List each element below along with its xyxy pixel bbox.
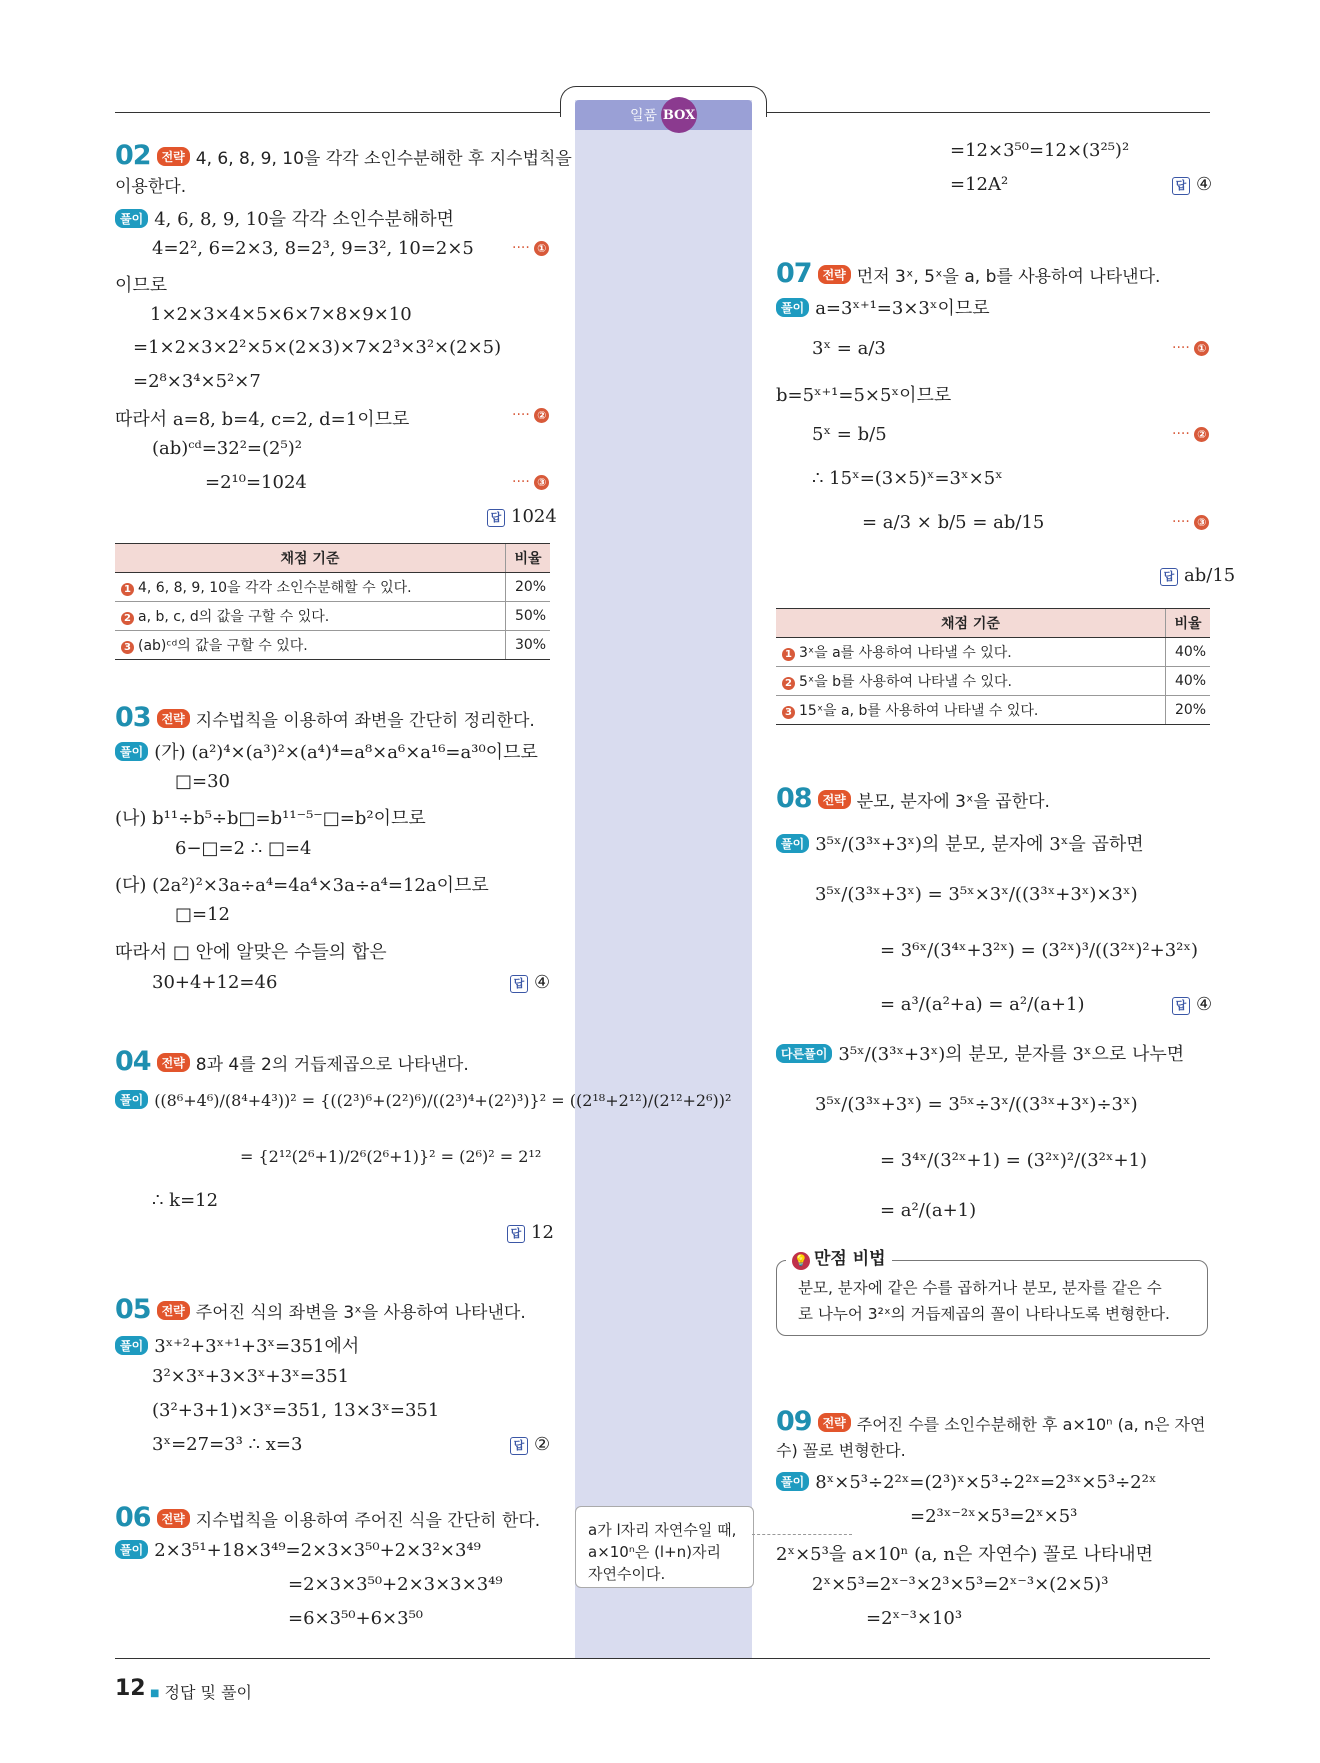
step-marker-1: ···· ①: [512, 240, 549, 256]
solution-line: = a²/(a+1): [880, 1200, 977, 1221]
grading-table-02: [115, 543, 550, 660]
solution-line: 5ˣ = b/5: [812, 424, 887, 445]
box-label-2: BOX: [661, 97, 697, 133]
table-header-criteria: 채점 기준: [115, 544, 506, 573]
solution-line: 4=2², 6=2×3, 8=2³, 9=3², 10=2×5: [152, 238, 474, 259]
solution-line: 풀이 (가) (a²)⁴×(a³)²×(a⁴)⁴=a⁸×a⁶×a¹⁶=a³⁰이므로: [115, 738, 538, 764]
step-marker-1: ···· ①: [1172, 340, 1209, 356]
answer-05: 답 ②: [510, 1434, 550, 1455]
solution-line: 3⁵ˣ/(3³ˣ+3ˣ) = 3⁵ˣ÷3ˣ/((3³ˣ+3ˣ)÷3ˣ): [815, 1094, 1138, 1115]
header-rule-right: [760, 112, 1210, 113]
step-marker-2: ···· ②: [1172, 426, 1209, 442]
solution-line: 풀이 a=3ˣ⁺¹=3×3ˣ이므로: [776, 294, 990, 320]
solution-line: = 3⁶ˣ/(3⁴ˣ+3²ˣ) = (3²ˣ)³/((3²ˣ)²+3²ˣ): [880, 940, 1199, 961]
solution-line: 풀이 8ˣ×5³÷2²ˣ=(2³)ˣ×5³÷2²ˣ=2³ˣ×5³÷2²ˣ: [776, 1472, 1156, 1493]
problem-06-heading: 06 전략 지수법칙을 이용하여 주어진 식을 간단히 한다.: [115, 1502, 541, 1533]
solution-line: =2×3×3⁵⁰+2×3×3×3⁴⁹: [288, 1574, 503, 1595]
page-number: 12: [115, 1676, 146, 1701]
strategy-tag: 전략: [157, 147, 190, 166]
box-header: [575, 100, 752, 130]
side-note-connector: [752, 1534, 852, 1535]
solution-line: = a³/(a²+a) = a²/(a+1): [880, 994, 1085, 1015]
grading-table-07: 채점 기준 비율 1 3ˣ을 a를 사용하여 나타낼 수 있다. 40% 2 5ˣ을 b를 사용하여 나타낼 수 있다. 40% 3 15ˣ을 a, b를 사용하여 나타낼 수 있다. 20%: [776, 608, 1210, 725]
problem-07-heading: 07 전략 먼저 3ˣ, 5ˣ을 a, b를 사용하여 나타낸다.: [776, 258, 1161, 289]
strategy-text: 4, 6, 8, 9, 10을 각각 소인수분해한 후 지수법칙을: [195, 149, 572, 169]
table-row: 3 15ˣ을 a, b를 사용하여 나타낼 수 있다. 20%: [776, 696, 1210, 725]
answer-08: 답 ④: [1172, 994, 1212, 1015]
solution-line: 2ˣ×5³=2ˣ⁻³×2³×5³=2ˣ⁻³×(2×5)³: [812, 1574, 1109, 1595]
lightbulb-icon: 💡: [792, 1252, 810, 1270]
step-marker-2: ···· ②: [512, 407, 549, 423]
solution-line: (다) (2a²)²×3a÷a⁴=4a⁴×3a÷a⁴=12a이므로: [115, 875, 489, 896]
answer-02: 답 1024: [487, 506, 557, 527]
solution-line: (ab)ᶜᵈ=32²=(2⁵)²: [152, 438, 302, 459]
problem-04-heading: 04 전략 8과 4를 2의 거듭제곱으로 나타낸다.: [115, 1046, 469, 1077]
step-marker-3: ···· ③: [1172, 514, 1209, 530]
solution-line: ∴ 15ˣ=(3×5)ˣ=3ˣ×5ˣ: [812, 468, 1003, 489]
problem-number: 02: [115, 140, 151, 171]
table-row: 3 (ab)ᶜᵈ의 값을 구할 수 있다. 30%: [115, 631, 550, 660]
solution-line: 풀이 3ˣ⁺²+3ˣ⁺¹+3ˣ=351에서: [115, 1332, 359, 1358]
solution-line: 1×2×3×4×5×6×7×8×9×10: [150, 304, 412, 325]
tip-box: [776, 1260, 1208, 1336]
answer-07: 답 ab/15: [1160, 565, 1235, 586]
solution-line: =12×3⁵⁰=12×(3²⁵)²: [950, 140, 1130, 161]
strategy-text-cont: 이용한다.: [115, 177, 187, 197]
solution-line: =1×2×3×2²×5×(2×3)×7×2³×3²×(2×5): [133, 337, 502, 358]
solution-line: =2ˣ⁻³×10³: [866, 1608, 963, 1629]
box-column: [575, 100, 752, 1658]
table-row: 1 3ˣ을 a를 사용하여 나타낼 수 있다. 40%: [776, 638, 1210, 667]
solution-line: 풀이 ((8⁶+4⁶)/(8⁴+4³))² = {((2³)⁶+(2²)⁶)/((2³)⁴+(2²)³)}² = ((2¹⁸+2¹²)/(2¹²+2⁶))²: [115, 1090, 731, 1110]
solution-line: = a/3 × b/5 = ab/15: [862, 512, 1045, 533]
solution-line: 6−□=2 ∴ □=4: [175, 838, 312, 859]
strategy-text-cont: 수) 꼴로 변형한다.: [776, 1441, 906, 1460]
solution-line: =2¹⁰=1024: [205, 472, 307, 493]
footer-rule: [115, 1658, 1210, 1659]
side-note-line: a가 l자리 자연수일 때,: [588, 1521, 737, 1539]
solution-line: 3²×3ˣ+3×3ˣ+3ˣ=351: [152, 1366, 350, 1387]
side-note-line: 자연수이다.: [588, 1565, 666, 1583]
solution-line: 2ˣ×5³을 a×10ⁿ (a, n은 자연수) 꼴로 나타내면: [776, 1544, 1154, 1565]
box-label-1: 일품: [629, 108, 658, 124]
problem-09-heading: 09 전략 주어진 수를 소인수분해한 후 a×10ⁿ (a, n은 자연: [776, 1406, 1206, 1437]
solution-tag: 풀이: [115, 209, 148, 228]
answer-06: 답 ④: [1172, 174, 1212, 195]
step-marker-3: ···· ③: [512, 474, 549, 490]
solution-line: (3²+3+1)×3ˣ=351, 13×3ˣ=351: [152, 1400, 440, 1421]
alt-solution-tag: 다른풀이: [776, 1044, 832, 1063]
tip-title: 💡 만점 비법: [786, 1244, 892, 1270]
solution-line: = 3⁴ˣ/(3²ˣ+1) = (3²ˣ)²/(3²ˣ+1): [880, 1150, 1148, 1171]
footer-label: ■ 정답 및 풀이: [150, 1683, 252, 1702]
header-rule-left: [115, 112, 565, 113]
alt-solution-line: 다른풀이 3⁵ˣ/(3³ˣ+3ˣ)의 분모, 분자를 3ˣ으로 나누면: [776, 1040, 1184, 1066]
problem-08-heading: 08 전략 분모, 분자에 3ˣ을 곱한다.: [776, 783, 1050, 814]
problem-05-heading: 05 전략 주어진 식의 좌변을 3ˣ을 사용하여 나타낸다.: [115, 1294, 526, 1325]
solution-line: 3ˣ=27=3³ ∴ x=3: [152, 1434, 303, 1455]
solution-line: =12A²: [950, 174, 1009, 195]
solution-line: 30+4+12=46: [152, 972, 278, 993]
side-note-box: [575, 1506, 754, 1588]
tip-line: 로 나누어 3²ˣ의 거듭제곱의 꼴이 나타나도록 변형한다.: [798, 1305, 1170, 1323]
solution-line: =2⁸×3⁴×5²×7: [133, 371, 261, 392]
side-note-line: a×10ⁿ은 (l+n)자리: [588, 1543, 722, 1561]
table-row: 2 5ˣ을 b를 사용하여 나타낼 수 있다. 40%: [776, 667, 1210, 696]
table-header-ratio: 비율: [506, 544, 551, 573]
solution-line: =6×3⁵⁰+6×3⁵⁰: [288, 1608, 423, 1629]
solution-line: 3⁵ˣ/(3³ˣ+3ˣ) = 3⁵ˣ×3ˣ/((3³ˣ+3ˣ)×3ˣ): [815, 884, 1138, 905]
solution-text: 4, 6, 8, 9, 10을 각각 소인수분해하면: [154, 209, 454, 230]
solution-line: (나) b¹¹÷b⁵÷b□=b¹¹⁻⁵⁻□=b²이므로: [115, 808, 426, 829]
tip-line: 분모, 분자에 같은 수를 곱하거나 분모, 분자를 같은 수: [798, 1279, 1162, 1297]
solution-line: 따라서 □ 안에 알맞은 수들의 합은: [115, 942, 387, 963]
solution-line: 풀이 3⁵ˣ/(3³ˣ+3ˣ)의 분모, 분자에 3ˣ을 곱하면: [776, 830, 1144, 856]
problem-02-heading: [115, 140, 572, 171]
solution-line: = {2¹²(2⁶+1)/2⁶(2⁶+1)}² = (2⁶)² = 2¹²: [240, 1147, 542, 1166]
solution-line: [115, 205, 454, 231]
table-row: 1 4, 6, 8, 9, 10을 각각 소인수분해할 수 있다. 20%: [115, 573, 550, 602]
problem-03-heading: 03 전략 지수법칙을 이용하여 좌변을 간단히 정리한다.: [115, 702, 535, 733]
answer-04: 답 12: [507, 1222, 554, 1243]
table-row: 2 a, b, c, d의 값을 구할 수 있다. 50%: [115, 602, 550, 631]
answer-03: 답 ④: [510, 972, 550, 993]
solution-line: b=5ˣ⁺¹=5×5ˣ이므로: [776, 385, 952, 406]
solution-line: =2³ˣ⁻²ˣ×5³=2ˣ×5³: [910, 1506, 1078, 1527]
solution-line: □=12: [175, 904, 230, 925]
solution-line: 이므로: [115, 275, 168, 296]
solution-line: ∴ k=12: [152, 1190, 219, 1211]
solution-line: □=30: [175, 771, 230, 792]
solution-line: 따라서 a=8, b=4, c=2, d=1이므로: [115, 409, 410, 430]
solution-line: 3ˣ = a/3: [812, 338, 886, 359]
solution-line: 풀이 2×3⁵¹+18×3⁴⁹=2×3×3⁵⁰+2×3²×3⁴⁹: [115, 1540, 481, 1561]
